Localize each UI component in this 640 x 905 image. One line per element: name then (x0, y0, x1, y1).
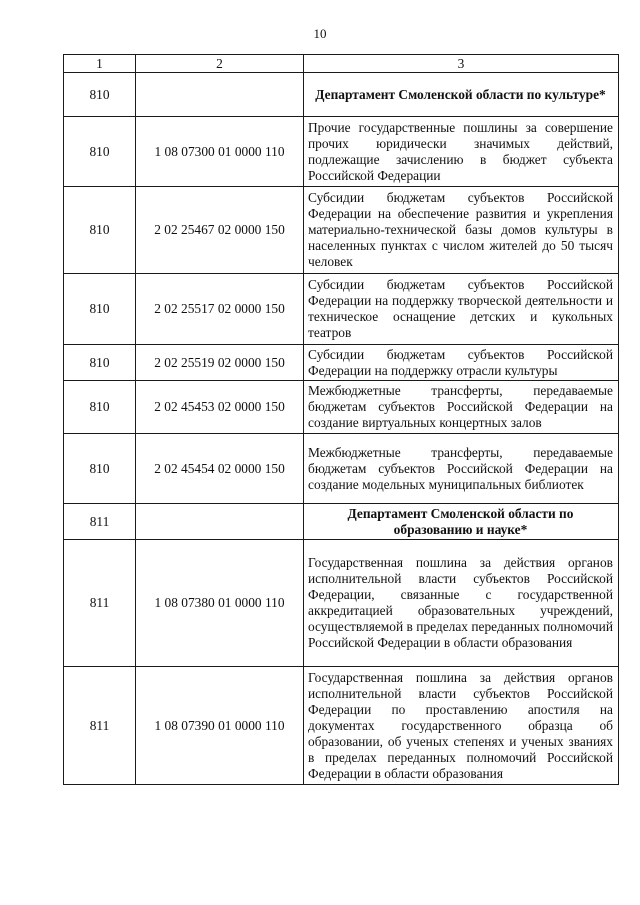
table-row (64, 187, 619, 274)
description-cell: Межбюджетные трансферты, передаваемые бюджетам субъектов Российской Федерации на создание модельных муниципальных библиотек (304, 434, 619, 504)
admin-code-cell: 810 (64, 434, 136, 504)
table-row (64, 504, 619, 540)
table-row (64, 274, 619, 345)
table-row (64, 345, 619, 381)
description-cell: Субсидии бюджетам субъектов Российской Федерации на обеспечение развития и укрепления материально-технической базы домов культуры в населенных пунктах с числом жителей до 50 тысяч человек (304, 187, 619, 274)
table-row (64, 540, 619, 667)
admin-code-cell: 810 (64, 73, 136, 117)
kbk-code-cell: 1 08 07380 01 0000 110 (136, 540, 304, 667)
kbk-code-cell (136, 73, 304, 117)
description-cell: Субсидии бюджетам субъектов Российской Федерации на поддержку отрасли культуры (304, 345, 619, 381)
kbk-code-cell: 1 08 07390 01 0000 110 (136, 667, 304, 785)
table-row (64, 667, 619, 785)
description-cell: Государственная пошлина за действия органов исполнительной власти субъектов Российской Федерации по проставлению апостиля на документах государственного образца об образовании, об ученых степенях и ученых званиях в пределах переданных полномочий Российской Федерации в области образования (304, 667, 619, 785)
table-row (64, 117, 619, 187)
admin-code-cell: 810 (64, 345, 136, 381)
description-cell: Прочие государственные пошлины за совершение прочих юридически значимых действий, подлежащие зачислению в бюджет субъекта Российской Федерации (304, 117, 619, 187)
kbk-code-cell: 1 08 07300 01 0000 110 (136, 117, 304, 187)
table-row (64, 381, 619, 434)
description-cell: Субсидии бюджетам субъектов Российской Федерации на поддержку творческой деятельности и техническое оснащение детских и кукольных театров (304, 274, 619, 345)
admin-code-cell: 810 (64, 381, 136, 434)
department-heading: Департамент Смоленской области по культуре* (304, 73, 619, 117)
department-heading: Департамент Смоленской области по образованию и науке* (304, 504, 619, 540)
column-header-3: 3 (304, 55, 619, 73)
admin-code-cell: 810 (64, 187, 136, 274)
kbk-code-cell: 2 02 25467 02 0000 150 (136, 187, 304, 274)
kbk-code-cell: 2 02 25519 02 0000 150 (136, 345, 304, 381)
description-cell: Государственная пошлина за действия органов исполнительной власти субъектов Российской Федерации, связанные с государственной аккредитацией образовательных учреждений, осуществляемой в пределах переданных полномочий Российской Федерации в области образования (304, 540, 619, 667)
admin-code-cell: 810 (64, 117, 136, 187)
admin-code-cell: 811 (64, 667, 136, 785)
revenue-codes-table (63, 54, 619, 785)
column-header-1: 1 (64, 55, 136, 73)
kbk-code-cell: 2 02 45454 02 0000 150 (136, 434, 304, 504)
admin-code-cell: 810 (64, 274, 136, 345)
table-row (64, 73, 619, 117)
page-number: 10 (313, 26, 327, 41)
column-number-row (64, 55, 619, 73)
kbk-code-cell: 2 02 45453 02 0000 150 (136, 381, 304, 434)
kbk-code-cell (136, 504, 304, 540)
column-header-2: 2 (136, 55, 304, 73)
kbk-code-cell: 2 02 25517 02 0000 150 (136, 274, 304, 345)
admin-code-cell: 811 (64, 504, 136, 540)
description-cell: Межбюджетные трансферты, передаваемые бюджетам субъектов Российской Федерации на создание виртуальных концертных залов (304, 381, 619, 434)
admin-code-cell: 811 (64, 540, 136, 667)
table-row (64, 434, 619, 504)
